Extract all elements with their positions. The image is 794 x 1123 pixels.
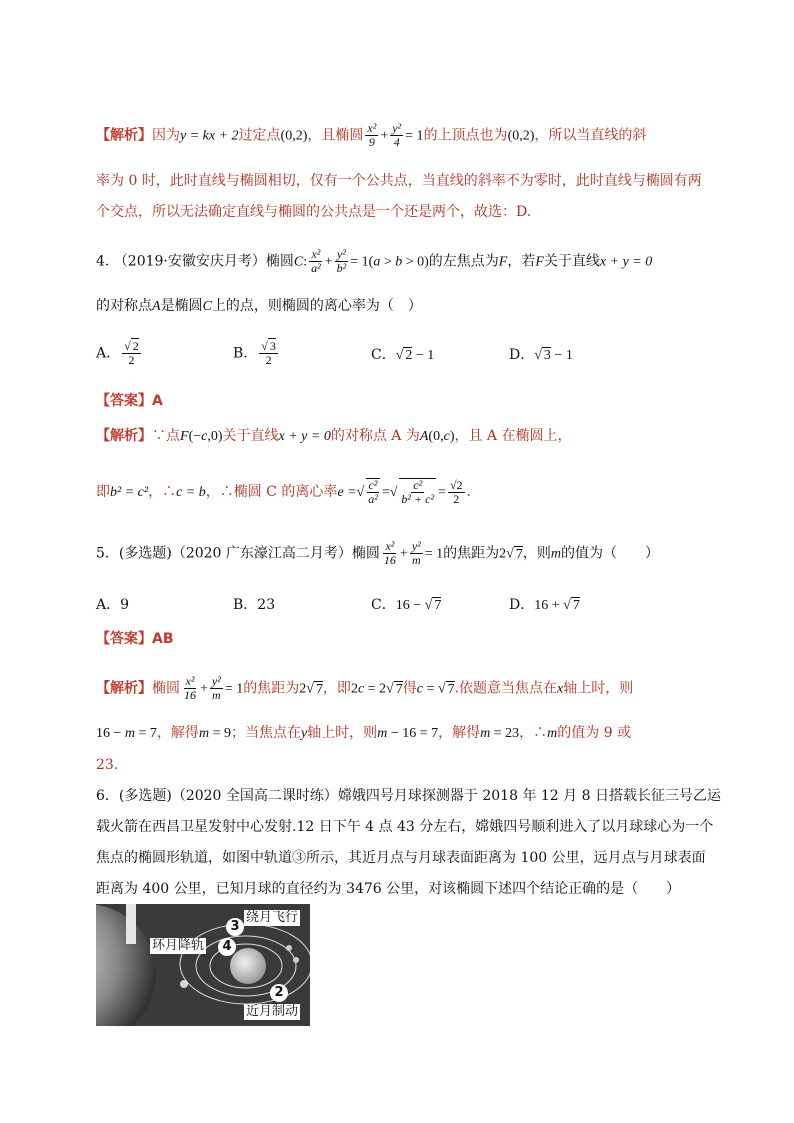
- probe-shape: [180, 980, 188, 988]
- math-expr: y = kx + 2: [180, 128, 239, 144]
- q5-solution-line2: 16 − m = 7，解得m = 9；当焦点在y轴上时，则m − 16 = 7，解得m = 23，∴m的值为 9 或: [96, 725, 632, 741]
- orbit-label-2: 近月制动: [246, 1004, 299, 1019]
- q5-option-d[interactable]: D．16 + √ 7: [509, 597, 580, 613]
- text: 的上顶点也为: [423, 127, 508, 144]
- q4-option-a[interactable]: A． $\frac{√ 2}{2}$: [96, 339, 139, 367]
- fraction: $\frac{\text{y²}}{4}$: [392, 121, 402, 149]
- fraction: $\frac{\text{x²}}{\text{a²}}$: [311, 247, 321, 275]
- text: ，若: [507, 253, 536, 270]
- solution-tag: 【解析】: [96, 127, 152, 144]
- q4-stem-line2: 的对称点A是椭圆C上的点，则椭圆的离心率为（ ）: [96, 298, 422, 314]
- q4-solution-line1: 【解析】∵点F(−c,0)关于直线x + y = 0的对称点 A 为A(0,c)，且 A 在椭圆上，: [96, 428, 572, 444]
- q5-stem: 5．(多选题)（2020 广东濠江高二月考）椭圆 $\frac{\text{x²}}{16}$ + $\frac{\text{y²}}{m}$ = 1的焦距为2√ 7，则m的值为（ ）: [96, 539, 659, 567]
- text: 的左焦点为: [428, 253, 499, 270]
- fraction: $\frac{\text{x²}}{9}$: [367, 121, 377, 149]
- q5-answer: 【答案】AB: [96, 631, 174, 647]
- text: ，且椭圆: [307, 127, 364, 144]
- text: 关于直线: [543, 253, 600, 270]
- text: ，所以当直线的斜: [534, 127, 647, 144]
- math-expr: (0,2): [280, 128, 308, 144]
- text: 4. （2019·安徽安庆月考）椭圆: [96, 253, 294, 270]
- q4-option-b[interactable]: B． $\frac{√ 3}{2}$: [233, 339, 276, 367]
- solution-tag: 【解析】: [96, 428, 152, 444]
- rocket-shape: [126, 904, 136, 944]
- text: 是椭圆: [160, 298, 203, 314]
- q4-answer: 【答案】A: [96, 393, 163, 409]
- lunar-orbit-figure: [96, 904, 310, 1026]
- q6-stem-line1: 6．(多选题)（2020 全国高二课时练）嫦娥四号月球探测器于 2018 年 12 月 8 日搭载长征三号乙运: [96, 788, 721, 804]
- moon-shape: [230, 948, 266, 984]
- fraction: $\frac{\text{y²}}{\text{b²}}$: [336, 247, 347, 275]
- q3-solution-line3: 个交点，所以无法确定直线与椭圆的公共点是一个还是两个，故选：D.: [96, 204, 532, 220]
- q4-option-d[interactable]: D．√ 3 − 1: [509, 347, 573, 363]
- orbit-label-4: 环月降轨: [152, 938, 205, 953]
- text: 上的点，则椭圆的离心率为（ ）: [211, 298, 422, 314]
- q3-solution-line2: 率为 0 时，此时直线与椭圆相切，仅有一个公共点，当直线的斜率不为零时，此时直线与椭圆有两: [96, 173, 702, 189]
- orbit-number-3: 3: [226, 918, 244, 936]
- q6-stem-line4: 距离为 400 公里，已知月球的直径约为 3476 公里，对该椭圆下述四个结论正确的是（ ）: [96, 881, 681, 897]
- text: 的对称点: [96, 298, 152, 314]
- q5-option-a[interactable]: A．9: [96, 597, 130, 613]
- orbit-number-4: 4: [218, 938, 236, 956]
- q6-stem-line3: 焦点的椭圆形轨道，如图中轨道③所示，其近月点与月球表面距离为 100 公里，远月点与月球表面: [96, 850, 706, 866]
- q5-solution-line3: 23.: [96, 757, 119, 773]
- q5-option-b[interactable]: B．23: [233, 597, 276, 613]
- text: 因为: [152, 127, 180, 144]
- solution-tag: 【解析】: [96, 680, 152, 697]
- q5-option-c[interactable]: C．16 − √ 7: [371, 597, 442, 613]
- q4-stem-line1: 4. （2019·安徽安庆月考）椭圆C: $\frac{\text{x²}}{\text{a²}}$ + $\frac{\text{y²}}{\text{b²}}$ = 1(a > b > 0)的左焦点为F，若F关于直线x + y = 0: [96, 247, 653, 275]
- q4-solution-line2: 即b² = c²，∴c = b，∴椭圆 C 的离心率e =√ $\frac{\text{c²}}{\text{a²}}$ =√ $\frac{\text{c²}}{\text{b² + c²}}$ = $\frac{√2}{2}$ .: [96, 477, 471, 506]
- orbit-number-2: 2: [270, 984, 288, 1002]
- text: 过定点: [238, 127, 281, 144]
- q3-solution-line1: 【解析】因为y = kx + 2过定点(0,2)，且椭圆 $\frac{\text{x²}}{9}$ + $\frac{\text{y²}}{4}$ = 1的上顶点也为(0,2)，所以当直线的斜: [96, 121, 647, 149]
- q4-option-c[interactable]: C．√ 2 − 1: [371, 347, 435, 363]
- orbit-label-3: 绕月飞行: [246, 910, 299, 925]
- q6-stem-line2: 载火箭在西昌卫星发射中心发射.12 日下午 4 点 43 分左右，嫦娥四号顺利进入了以月球球心为一个: [96, 819, 714, 835]
- q5-solution-line1: 【解析】椭圆 $\frac{\text{x²}}{16}$ + $\frac{\text{y²}}{m}$ = 1的焦距为2√ 7，即2c = 2√ 7得c = √ 7.依题意当焦点在x轴上时，则: [96, 674, 634, 702]
